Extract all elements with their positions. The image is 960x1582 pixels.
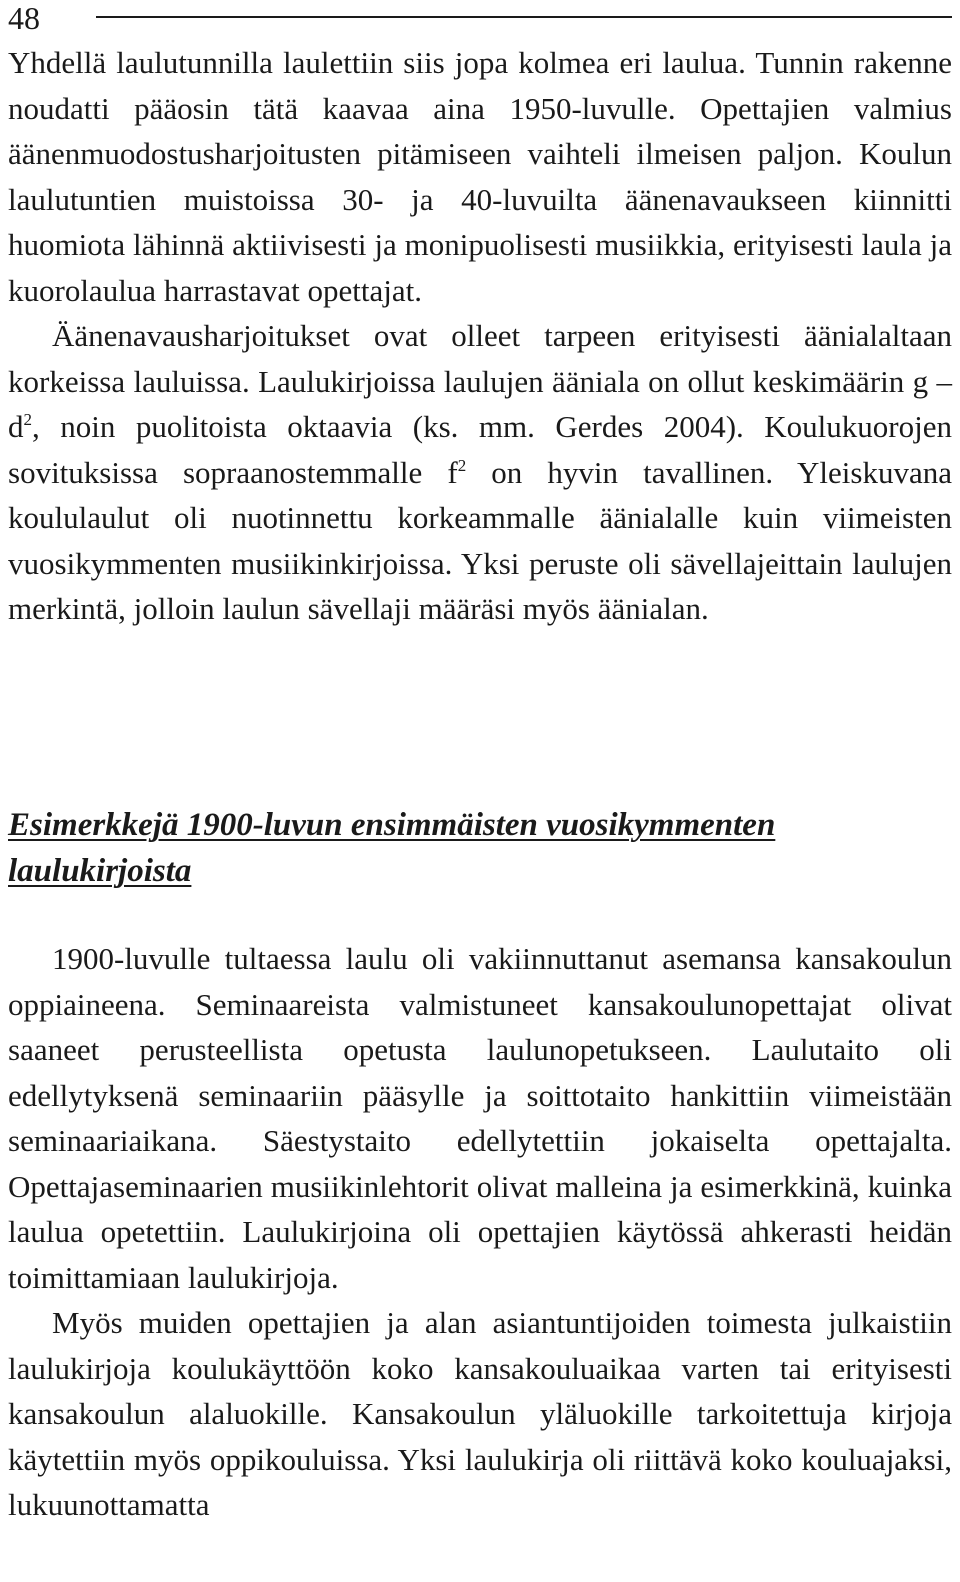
paragraph-2-part-1: Äänenavausharjoitukset ovat olleet tarpeen erityisesti äänialaltaan korkeissa lauluissa. Laulukirjoissa laulujen ääniala on ollut keskimäärin g – d <box>8 318 952 444</box>
paragraph-2-part-2: , noin puolitoista oktaavia (ks. mm. Gerdes 2004). Koulukuorojen sovituksissa sopraanostemmalle f <box>8 409 952 490</box>
superscript-1: 2 <box>23 410 32 429</box>
text-section-top <box>8 40 952 632</box>
superscript-2: 2 <box>457 455 467 475</box>
paragraph-2 <box>8 313 952 632</box>
page-number: 48 <box>8 0 40 36</box>
paragraph-2-part-3: on hyvin tavallinen. Yleiskuvana koululaulut oli nuotinnettu korkeammalle äänialalle kuin viimeisten vuosikymmenten musiikinkirjoissa. Yksi peruste oli sävellajeittain laulujen merkintä, jolloin laulun sävellaji määräsi myös äänialan. <box>8 454 952 626</box>
text-section-bottom <box>8 936 952 1528</box>
section-heading: Esimerkkejä 1900-luvun ensimmäisten vuosikymmenten laulukirjoista <box>8 807 776 889</box>
paragraph-4: Myös muiden opettajien ja alan asiantuntijoiden toimesta julkaistiin laulukirjoja koulukäyttöön koko kansakouluaikaa varten tai erityisesti kansakoulun alaluokille. Kansakoulun yläluokille tarkoitettuja kirjoja käytettiin myös oppikouluissa. Yksi laulukirja oli riittävä koko kouluajaksi, lukuunottamatta <box>8 1305 952 1522</box>
paragraph-3: 1900-luvulle tultaessa laulu oli vakiinnuttanut asemansa kansakoulun oppiaineena. Seminaareista valmistuneet kansakoulunopettajat olivat saaneet perusteellista opetusta laulunopetukseen. Laulutaito oli edellytyksenä seminaariin pääsylle ja soittotaito hankittiin viimeistään seminaariaikana. Säestystaito edellytettiin jokaiselta opettajalta. Opettajaseminaarien musiikinlehtorit olivat malleina ja esimerkkinä, kuinka laulua opetettiin. Laulukirjoina oli opettajien käytössä ahkerasti heidän toimittamiaan laulukirjoja. <box>8 941 952 1295</box>
paragraph-1: Yhdellä laulutunnilla laulettiin siis jopa kolmea eri laulua. Tunnin rakenne noudatti pääosin tätä kaavaa aina 1950-luvulle. Opettajien valmius äänenmuodostusharjoitusten pitämiseen vaihteli ilmeisen paljon. Koulun laulutuntien muistoissa 30- ja 40-luvuilta äänenavaukseen kiinnitti huomiota lähinnä aktiivisesti ja monipuolisesti musiikkia, erityisesti laula ja kuorolaulua harrastavat opettajat. <box>8 45 952 308</box>
page-header <box>8 0 952 38</box>
header-rule <box>96 16 952 18</box>
